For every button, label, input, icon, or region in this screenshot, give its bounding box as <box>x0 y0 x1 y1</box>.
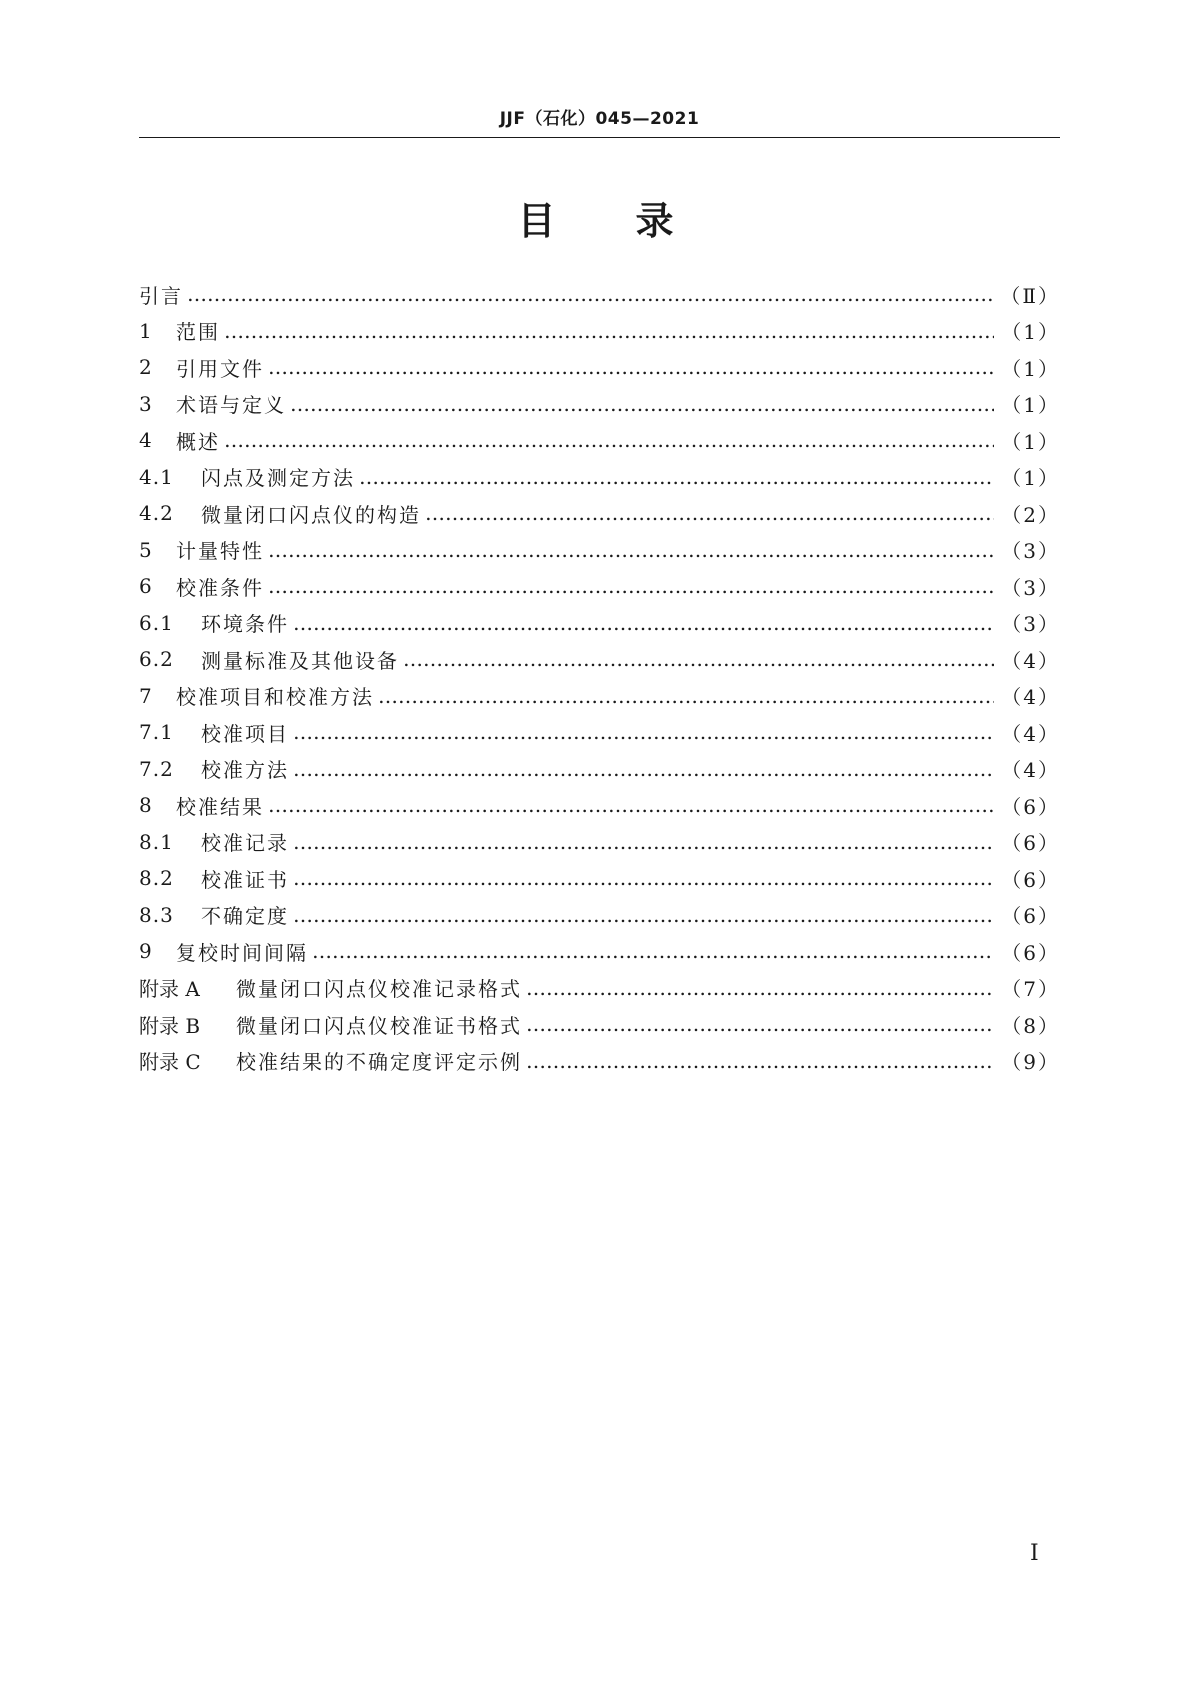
header-rule <box>139 137 1060 138</box>
toc-entry-7-2[interactable] <box>139 751 1060 788</box>
toc-label: 引言 <box>139 283 183 308</box>
toc-label: 微量闭口闪点仪校准证书格式 <box>236 1013 522 1038</box>
toc-page: （4） <box>1001 721 1060 746</box>
toc-number: 8 <box>139 793 153 818</box>
toc-entry-8-3[interactable] <box>139 897 1060 934</box>
toc-label: 术语与定义 <box>176 393 286 418</box>
toc-page: （6） <box>1001 794 1060 819</box>
toc-leader <box>290 392 994 416</box>
toc-entry-appendix-a[interactable] <box>139 970 1060 1007</box>
toc-number: 8.1 <box>139 829 174 854</box>
toc-number: 8.3 <box>139 902 174 927</box>
toc-leader <box>187 282 994 306</box>
toc-page: （2） <box>1001 502 1060 527</box>
toc-label: 不确定度 <box>201 904 289 929</box>
toc-entry-4-1[interactable] <box>139 459 1060 496</box>
toc-entry-3[interactable] <box>139 386 1060 423</box>
toc-number: 4.1 <box>139 464 174 489</box>
toc-number: 7.1 <box>139 720 174 745</box>
toc-entry-8-1[interactable] <box>139 824 1060 861</box>
toc-label: 校准结果 <box>176 794 264 819</box>
toc-page: （6） <box>1001 940 1060 965</box>
toc-leader <box>268 355 994 379</box>
toc-page: （3） <box>1001 539 1060 564</box>
toc-number: 6.2 <box>139 647 174 672</box>
toc-entry-5[interactable] <box>139 532 1060 569</box>
toc-leader <box>268 793 994 817</box>
toc-entry-appendix-b[interactable] <box>139 1006 1060 1043</box>
toc-entry-8-2[interactable] <box>139 860 1060 897</box>
toc-number: 7.2 <box>139 756 174 781</box>
toc-page: （1） <box>1001 320 1060 345</box>
toc-number: 7 <box>139 683 153 708</box>
toc-leader <box>268 538 994 562</box>
toc-page: （3） <box>1001 612 1060 637</box>
toc-leader <box>293 866 994 890</box>
toc-label: 环境条件 <box>201 612 289 637</box>
page-number: Ⅰ <box>1030 1541 1039 1566</box>
toc-leader <box>293 757 994 781</box>
toc-entry-7-1[interactable] <box>139 714 1060 751</box>
toc-page: （4） <box>1001 648 1060 673</box>
toc-label: 复校时间间隔 <box>176 940 308 965</box>
toc-label: 范围 <box>176 320 220 345</box>
toc-number: 6.1 <box>139 610 174 635</box>
toc-number: 8.2 <box>139 866 174 891</box>
toc-leader <box>268 574 994 598</box>
toc-leader <box>293 720 994 744</box>
toc-page: （6） <box>1001 867 1060 892</box>
toc-page: （1） <box>1001 393 1060 418</box>
toc-number: 附录 C <box>139 1050 201 1075</box>
toc-leader <box>293 830 994 854</box>
toc-number: 9 <box>139 939 153 964</box>
toc-label: 微量闭口闪点仪的构造 <box>201 502 421 527</box>
toc-page: （4） <box>1001 685 1060 710</box>
document-code-header: JJF（石化）045—2021 <box>499 109 700 129</box>
toc-number: 1 <box>139 318 153 343</box>
toc-page: （8） <box>1001 1013 1060 1038</box>
toc-page: （1） <box>1001 466 1060 491</box>
toc-label: 校准项目 <box>201 721 289 746</box>
toc-leader <box>224 319 994 343</box>
toc-number: 6 <box>139 574 153 599</box>
toc-entry-8[interactable] <box>139 787 1060 824</box>
toc-entry-4-2[interactable] <box>139 495 1060 532</box>
toc-label: 闪点及测定方法 <box>201 466 355 491</box>
toc-number: 附录 A <box>139 977 200 1002</box>
page-title: 目录 <box>517 199 754 243</box>
toc-label: 校准条件 <box>176 575 264 600</box>
toc-label: 计量特性 <box>176 539 264 564</box>
toc-leader <box>526 976 994 1000</box>
toc-leader <box>378 684 994 708</box>
toc-number: 2 <box>139 355 153 380</box>
toc-label: 校准证书 <box>201 867 289 892</box>
toc-entry-4[interactable] <box>139 422 1060 459</box>
toc-label: 微量闭口闪点仪校准记录格式 <box>236 977 522 1002</box>
toc-leader <box>293 903 994 927</box>
toc-label: 概述 <box>176 429 220 454</box>
toc-page: （1） <box>1001 356 1060 381</box>
toc-page: （Ⅱ） <box>1000 283 1060 308</box>
toc-entry-1[interactable] <box>139 313 1060 350</box>
toc-number: 5 <box>139 537 153 562</box>
toc-leader <box>425 501 994 525</box>
toc-leader <box>526 1012 994 1036</box>
toc-entry-9[interactable] <box>139 933 1060 970</box>
toc-page: （4） <box>1001 758 1060 783</box>
toc-number: 附录 B <box>139 1013 201 1038</box>
toc-number: 4.2 <box>139 501 174 526</box>
toc-label: 校准结果的不确定度评定示例 <box>236 1050 522 1075</box>
toc-leader <box>359 465 994 489</box>
toc-entry-introduction[interactable] <box>139 276 1060 313</box>
toc-label: 测量标准及其他设备 <box>201 648 399 673</box>
toc-page: （1） <box>1001 429 1060 454</box>
toc-leader <box>403 647 994 671</box>
table-of-contents <box>139 276 1060 1079</box>
toc-entry-6-2[interactable] <box>139 641 1060 678</box>
toc-number: 3 <box>139 391 153 416</box>
toc-page: （9） <box>1001 1050 1060 1075</box>
toc-entry-6[interactable] <box>139 568 1060 605</box>
toc-number: 4 <box>139 428 153 453</box>
toc-label: 校准记录 <box>201 831 289 856</box>
toc-page: （6） <box>1001 904 1060 929</box>
toc-label: 校准方法 <box>201 758 289 783</box>
toc-entry-2[interactable] <box>139 349 1060 386</box>
toc-label: 引用文件 <box>176 356 264 381</box>
toc-entry-appendix-c[interactable] <box>139 1043 1060 1080</box>
toc-leader <box>293 611 994 635</box>
toc-leader <box>526 1049 994 1073</box>
toc-page: （6） <box>1001 831 1060 856</box>
toc-leader <box>224 428 994 452</box>
toc-entry-6-1[interactable] <box>139 605 1060 642</box>
toc-page: （3） <box>1001 575 1060 600</box>
toc-page: （7） <box>1001 977 1060 1002</box>
toc-entry-7[interactable] <box>139 678 1060 715</box>
toc-label: 校准项目和校准方法 <box>176 685 374 710</box>
toc-leader <box>312 939 994 963</box>
